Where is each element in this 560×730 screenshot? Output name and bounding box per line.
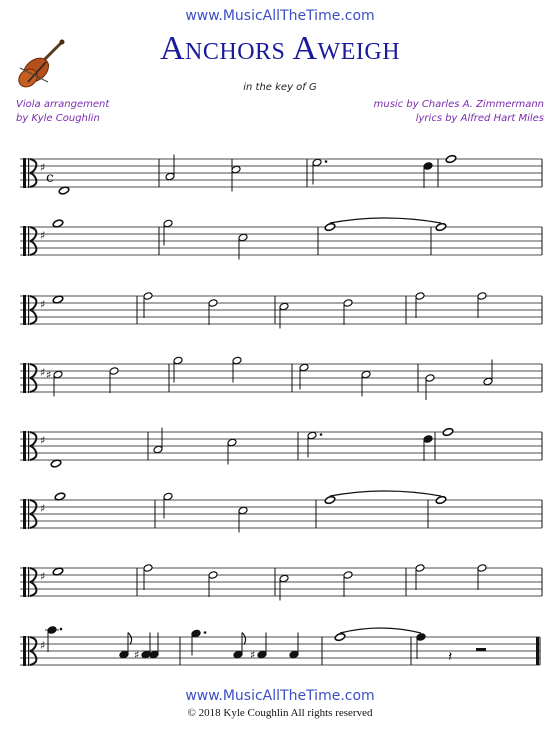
note-head	[257, 650, 267, 659]
note-head	[47, 626, 57, 635]
note-head	[425, 374, 435, 383]
note-head	[153, 445, 163, 454]
note-head	[143, 292, 153, 301]
note-head	[416, 633, 426, 642]
note-head	[149, 650, 159, 659]
time-signature: c	[46, 170, 54, 186]
note-head	[143, 564, 153, 573]
clef-icon	[28, 295, 29, 325]
clef-icon	[23, 567, 26, 597]
note-flag	[128, 633, 132, 645]
tie	[340, 628, 421, 633]
note-head	[53, 370, 63, 379]
clef-icon	[23, 636, 26, 666]
clef-icon	[28, 431, 29, 461]
copyright-notice: © 2018 Kyle Coughlin All rights reserved	[187, 707, 373, 719]
clef-icon	[23, 158, 26, 188]
note-head	[119, 650, 129, 659]
key-signature-sharp: ♯	[40, 161, 46, 174]
clef-icon	[28, 226, 29, 256]
augmentation-dot	[60, 628, 63, 631]
note-head	[324, 495, 335, 504]
note-head	[477, 564, 487, 573]
sharp-accidental: ♯	[134, 648, 140, 662]
note-head	[208, 571, 218, 580]
lyrics-credit: lyrics by Alfred Hart Miles	[415, 113, 544, 124]
half-rest	[476, 648, 486, 651]
augmentation-dot	[325, 160, 328, 163]
key-signature-sharp: ♯	[40, 570, 46, 583]
note-head	[163, 219, 173, 228]
note-head	[477, 292, 487, 301]
page-title: Anchors Aweigh	[159, 30, 401, 67]
clef-icon	[23, 499, 26, 529]
clef-icon	[23, 363, 26, 393]
note-head	[334, 632, 345, 641]
note-head	[191, 629, 201, 638]
note-head	[173, 356, 183, 365]
clef-icon	[23, 295, 26, 325]
note-head	[279, 574, 289, 583]
note-head	[324, 222, 335, 231]
note-head	[279, 302, 289, 311]
note-head	[165, 172, 175, 181]
note-head	[483, 377, 493, 386]
clef-icon	[28, 499, 29, 529]
clef-icon	[28, 363, 29, 393]
clef-icon	[23, 226, 26, 256]
key-signature-sharp: ♯	[40, 229, 46, 242]
note-head	[423, 162, 433, 171]
note-head	[361, 370, 371, 379]
key-signature-sharp: ♯	[40, 434, 46, 447]
note-head	[415, 564, 425, 573]
note-head	[163, 492, 173, 501]
arrangement-line-1: Viola arrangement	[16, 99, 110, 110]
note-head	[109, 367, 119, 376]
augmentation-dot	[320, 433, 323, 436]
note-flag	[242, 633, 246, 645]
note-head	[435, 495, 446, 504]
note-head	[312, 158, 322, 167]
final-barline	[536, 637, 539, 665]
note-head	[208, 299, 218, 308]
clef-icon	[28, 636, 29, 666]
sharp-accidental: ♯	[250, 648, 256, 662]
note-head	[231, 165, 241, 174]
note-head	[442, 427, 453, 436]
note-head	[232, 356, 242, 365]
note-head	[299, 363, 309, 372]
note-head	[238, 506, 248, 515]
note-head	[238, 233, 248, 242]
augmentation-dot	[204, 631, 207, 634]
site-url-bottom[interactable]: www.MusicAllTheTime.com	[185, 688, 375, 704]
clef-icon	[28, 158, 29, 188]
key-signature-sharp: ♯	[40, 366, 46, 379]
tie	[330, 491, 441, 496]
note-head	[307, 431, 317, 440]
note-head	[343, 299, 353, 308]
clef-icon	[23, 431, 26, 461]
note-head	[415, 292, 425, 301]
arrangement-line-2: by Kyle Coughlin	[16, 113, 100, 124]
note-head	[435, 222, 446, 231]
sharp-accidental: ♯	[46, 368, 52, 382]
key-signature-sharp: ♯	[40, 298, 46, 311]
note-head	[445, 154, 456, 163]
music-credit: music by Charles A. Zimmermann	[373, 99, 544, 110]
note-head	[423, 435, 433, 444]
key-signature-sharp: ♯	[40, 639, 46, 652]
note-head	[227, 438, 237, 447]
note-head	[289, 650, 299, 659]
key-signature-sharp: ♯	[40, 502, 46, 515]
note-head	[233, 650, 243, 659]
key-text: in the key of G	[243, 82, 317, 93]
quarter-rest: 𝄽	[448, 649, 453, 665]
note-head	[343, 571, 353, 580]
site-url-top[interactable]: www.MusicAllTheTime.com	[185, 8, 375, 24]
clef-icon	[28, 567, 29, 597]
tie	[330, 218, 441, 223]
